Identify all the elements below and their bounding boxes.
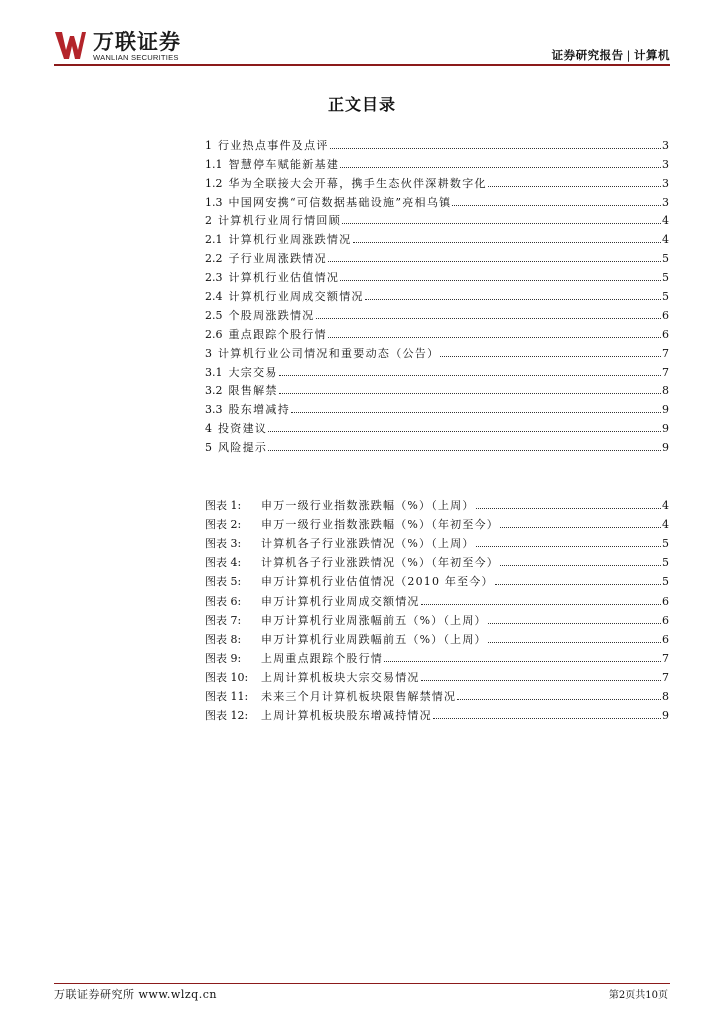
figure-entry-page: 9 [662, 709, 669, 723]
toc-entry-number: 3 [205, 346, 212, 360]
dot-leader [500, 565, 661, 566]
figure-entry-page: 5 [662, 537, 669, 551]
toc-entry[interactable] [205, 209, 669, 228]
dot-leader [440, 356, 661, 357]
toc-entry[interactable] [205, 265, 669, 284]
dot-leader [268, 431, 661, 432]
dot-leader [488, 186, 661, 187]
toc-entry-page: 3 [662, 157, 669, 171]
toc-entry-number: 1 [205, 138, 212, 152]
figure-entry-label: 图表 10: [205, 670, 249, 684]
figure-entry-title: 申万计算机行业周涨幅前五（%）（上周） [261, 613, 487, 627]
toc-entry[interactable] [205, 435, 669, 454]
figure-entry-page: 5 [662, 556, 669, 570]
figure-entry-title: 未来三个月计算机板块限售解禁情况 [261, 690, 457, 704]
toc-entry-number: 2.3 [205, 271, 223, 285]
dot-leader [365, 299, 661, 300]
figure-entry-title: 申万计算机行业估值情况（2010 年至今） [261, 575, 494, 589]
figure-entry-title: 申万计算机行业周成交额情况 [261, 594, 420, 608]
figure-entry-title: 申万一级行业指数涨跌幅（%）（年初至今） [261, 518, 499, 532]
toc-entry-number: 1.3 [205, 195, 223, 209]
figure-entry-page: 6 [662, 594, 669, 608]
dot-leader [421, 604, 661, 605]
figure-list [205, 493, 669, 722]
dot-leader [268, 450, 661, 451]
page-number: 第2页共10页 [608, 990, 668, 1001]
toc-entry-number: 2.1 [205, 233, 223, 247]
toc-entry-title: 计算机行业公司情况和重要动态（公告） [218, 346, 440, 360]
toc-entry[interactable] [205, 341, 669, 360]
toc-entry-number: 1.1 [205, 157, 223, 171]
figure-entry-title: 上周计算机板块股东增减持情况 [261, 709, 432, 723]
toc-entry-page: 7 [662, 346, 669, 360]
toc-entry-number: 2 [205, 214, 212, 228]
dot-leader [342, 223, 661, 224]
report-category [552, 47, 670, 63]
figure-entry[interactable] [205, 627, 669, 646]
toc-entry-number: 2.2 [205, 252, 223, 266]
dot-leader [279, 393, 661, 394]
footer-divider [54, 983, 670, 984]
toc-entry[interactable] [205, 190, 669, 209]
figure-entry-page: 4 [662, 518, 669, 532]
dot-leader [476, 508, 661, 509]
figure-entry-title: 申万计算机行业周跌幅前五（%）（上周） [261, 632, 487, 646]
toc-entry-page: 3 [662, 176, 669, 190]
dot-leader [452, 205, 661, 206]
toc-entry-page: 9 [662, 422, 669, 436]
toc-entry-title: 计算机行业估值情况 [228, 271, 340, 285]
dot-leader [488, 623, 661, 624]
toc-entry-page: 5 [662, 271, 669, 285]
toc-entry[interactable] [205, 284, 669, 303]
toc-entry-number: 3.1 [205, 365, 223, 379]
figure-entry-title: 计算机各子行业涨跌情况（%）（年初至今） [261, 556, 499, 570]
dot-leader [384, 661, 661, 662]
figure-entry-label: 图表 3: [205, 537, 242, 551]
toc-entry-page: 3 [662, 138, 669, 152]
toc-entry-number: 3.2 [205, 384, 223, 398]
figure-entry[interactable] [205, 665, 669, 684]
dot-leader [500, 527, 661, 528]
toc-entry[interactable] [205, 133, 669, 152]
dot-leader [457, 699, 661, 700]
dot-leader [291, 412, 661, 413]
toc-entry[interactable] [205, 379, 669, 398]
toc-entry[interactable] [205, 171, 669, 190]
report-type: 证券研究报告 [551, 48, 624, 62]
company-logo [54, 30, 181, 62]
dot-leader [316, 318, 661, 319]
toc-entry[interactable] [205, 303, 669, 322]
industry-name: 计算机 [634, 48, 670, 62]
figure-entry-label: 图表 11: [205, 690, 249, 704]
wanlian-logo-icon [54, 30, 87, 61]
header-divider [54, 64, 670, 66]
toc-entry-page: 6 [662, 327, 669, 341]
figure-entry-title: 申万一级行业指数涨跌幅（%）（上周） [261, 499, 475, 513]
toc-entry[interactable] [205, 152, 669, 171]
toc-entry-title: 大宗交易 [228, 365, 278, 379]
figure-entry-label: 图表 9: [205, 651, 242, 665]
toc-entry-number: 1.2 [205, 176, 223, 190]
toc-entry-title: 行业热点事件及点评 [218, 138, 329, 152]
toc-entry-number: 3.3 [205, 403, 223, 417]
logo-chinese-name: 万联证券 [93, 30, 181, 54]
logo-english-name: WANLIAN SECURITIES [93, 53, 179, 62]
toc-entry[interactable] [205, 246, 669, 265]
toc-entry-number: 2.4 [205, 290, 223, 304]
header-separator: | [626, 48, 631, 62]
toc-entry[interactable] [205, 227, 669, 246]
figure-entry-label: 图表 5: [205, 575, 242, 589]
toc-entry-title: 计算机行业周行情回顾 [218, 214, 341, 228]
figure-entry[interactable] [205, 569, 669, 588]
toc-entry-title: 风险提示 [218, 441, 268, 455]
toc-entry-title: 限售解禁 [228, 384, 278, 398]
dot-leader [476, 546, 661, 547]
figure-entry[interactable] [205, 684, 669, 703]
toc-entry-page: 9 [662, 403, 669, 417]
figure-entry[interactable] [205, 531, 669, 550]
figure-entry[interactable] [205, 646, 669, 665]
dot-leader [328, 337, 661, 338]
figure-entry-label: 图表 2: [205, 518, 242, 532]
figure-entry[interactable] [205, 512, 669, 531]
toc-entry-page: 6 [662, 308, 669, 322]
figure-entry-title: 上周计算机板块大宗交易情况 [261, 670, 420, 684]
page-title: 正文目录 [327, 95, 396, 114]
figure-entry[interactable] [205, 550, 669, 569]
toc-entry-page: 5 [662, 252, 669, 266]
figure-entry-title: 计算机各子行业涨跌情况（%）（上周） [261, 537, 475, 551]
page-header [0, 0, 724, 70]
figure-entry[interactable] [205, 608, 669, 627]
toc-entry-title: 智慧停车赋能新基建 [228, 157, 340, 171]
table-of-contents [205, 133, 669, 454]
dot-leader [328, 261, 661, 262]
figure-entry[interactable] [205, 703, 669, 722]
figure-entry[interactable] [205, 493, 669, 512]
figure-entry-page: 8 [662, 690, 669, 704]
figure-entry-label: 图表 1: [205, 499, 242, 513]
dot-leader [330, 148, 661, 149]
toc-entry-title: 计算机行业周成交额情况 [228, 290, 364, 304]
dot-leader [340, 167, 661, 168]
toc-entry-page: 9 [662, 441, 669, 455]
toc-entry-title: 重点跟踪个股行情 [228, 327, 327, 341]
figure-entry-title: 上周重点跟踪个股行情 [261, 651, 383, 665]
toc-entry[interactable] [205, 397, 669, 416]
footer-source: 万联证券研究所 www.wlzq.cn [54, 988, 217, 1001]
figure-entry-label: 图表 8: [205, 632, 242, 646]
dot-leader [433, 718, 661, 719]
toc-entry-page: 7 [662, 365, 669, 379]
toc-entry-number: 2.5 [205, 308, 223, 322]
dot-leader [353, 242, 662, 243]
toc-entry-title: 投资建议 [218, 422, 268, 436]
figure-entry-label: 图表 4: [205, 556, 242, 570]
dot-leader [421, 680, 661, 681]
toc-entry-page: 5 [662, 290, 669, 304]
toc-entry-title: 计算机行业周涨跌情况 [228, 233, 352, 247]
figure-entry-page: 4 [662, 499, 669, 513]
dot-leader [340, 280, 661, 281]
dot-leader [488, 642, 661, 643]
toc-entry-title: 中国网安携“可信数据基础设施”亮相乌镇 [228, 195, 452, 209]
figure-entry-page: 7 [662, 670, 669, 684]
toc-entry-page: 3 [662, 195, 669, 209]
toc-entry-page: 4 [662, 233, 669, 247]
toc-entry-page: 4 [662, 214, 669, 228]
dot-leader [495, 584, 661, 585]
toc-entry-title: 华为全联接大会开幕，携手生态伙伴深耕数字化 [228, 176, 487, 190]
toc-entry[interactable] [205, 360, 669, 379]
toc-entry-number: 5 [205, 441, 212, 455]
toc-entry-title: 股东增减持 [228, 403, 290, 417]
toc-entry[interactable] [205, 416, 669, 435]
figure-entry-label: 图表 12: [205, 709, 249, 723]
figure-entry-page: 6 [662, 632, 669, 646]
toc-entry-number: 4 [205, 422, 212, 436]
toc-entry-page: 8 [662, 384, 669, 398]
figure-entry-page: 5 [662, 575, 669, 589]
toc-entry-title: 子行业周涨跌情况 [228, 252, 327, 266]
toc-entry-number: 2.6 [205, 327, 223, 341]
toc-entry[interactable] [205, 322, 669, 341]
toc-entry-title: 个股周涨跌情况 [228, 308, 315, 322]
figure-entry-page: 6 [662, 613, 669, 627]
figure-entry[interactable] [205, 588, 669, 607]
figure-entry-label: 图表 6: [205, 594, 242, 608]
figure-entry-label: 图表 7: [205, 613, 242, 627]
figure-entry-page: 7 [662, 651, 669, 665]
dot-leader [279, 375, 661, 376]
